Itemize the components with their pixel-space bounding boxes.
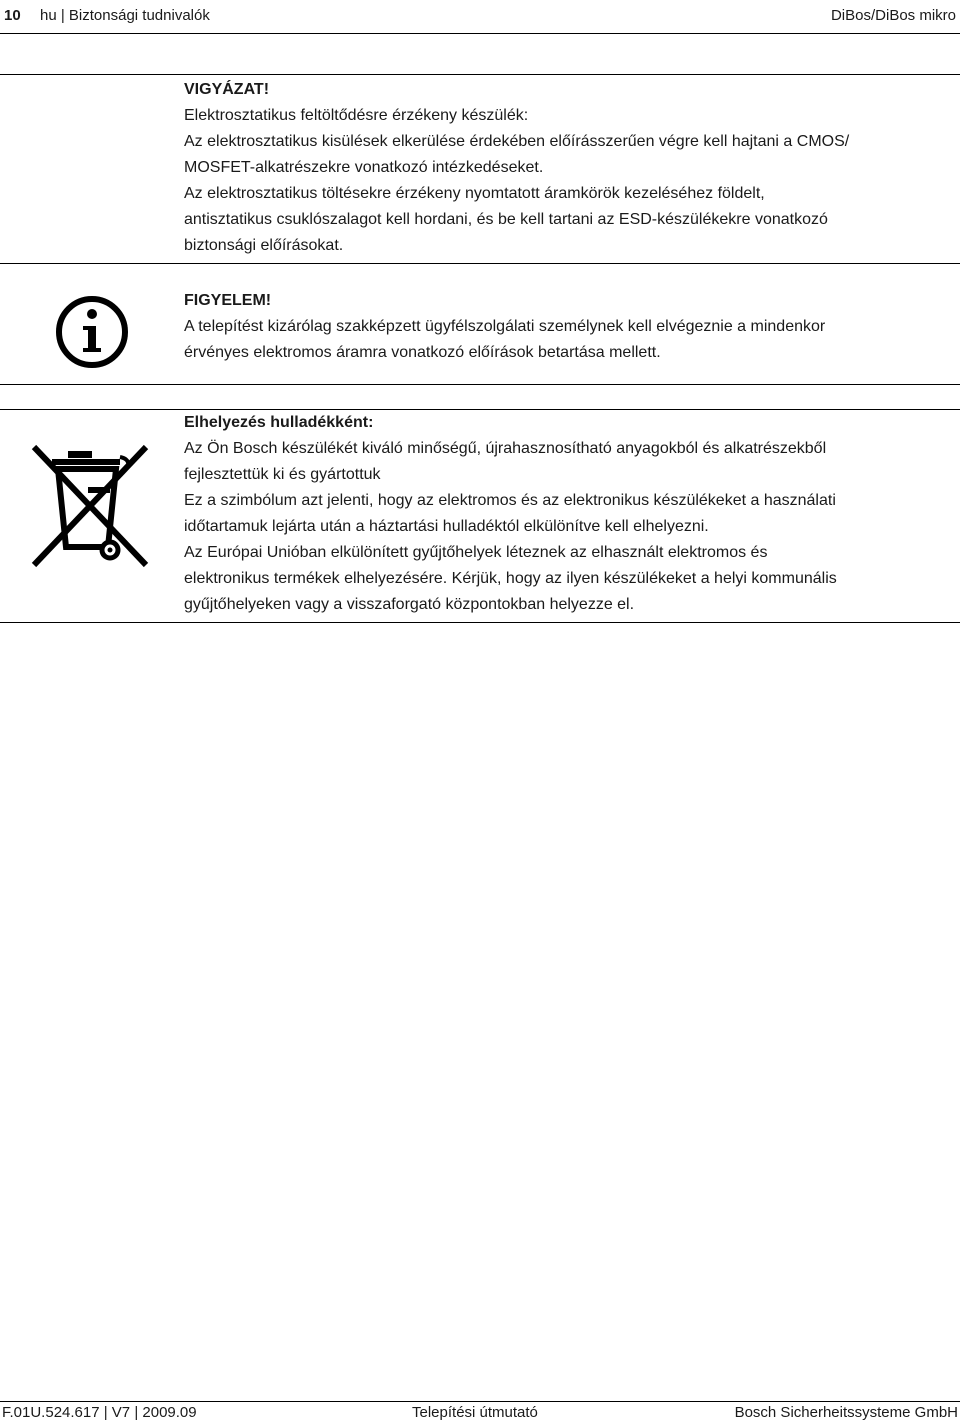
caution-line: Elektrosztatikus feltöltődésre érzékeny készülék: [184,107,529,124]
header-divider [0,33,960,34]
disposal-bottom-rule [0,622,960,623]
disposal-line: Az Európai Unióban elkülönített gyűjtőhelyek léteznek az elhasznált elektromos és [184,544,768,561]
company-name: Bosch Sicherheitssysteme GmbH [734,1404,958,1421]
disposal-notice [184,410,954,618]
caution-bottom-rule [0,263,960,264]
note-title: FIGYELEM! [184,292,272,309]
page-footer [0,1402,960,1423]
note-notice [184,288,954,366]
page-number: 10 [4,7,21,24]
disposal-line: fejlesztettük ki és gyártottuk [184,466,381,483]
disposal-line: Ez a szimbólum azt jelenti, hogy az elektromos és az elektronikus készülékeket a használati [184,492,836,509]
disposal-line: gyűjtőhelyeken vagy a visszaforgató központokban helyezze el. [184,596,635,613]
note-bottom-rule [0,384,960,385]
caution-line: Az elektrosztatikus töltésekre érzékeny nyomtatott áramkörök kezeléséhez földelt, [184,185,765,202]
note-line: érvényes elektromos áramra vonatkozó előírások betartása mellett. [184,344,661,361]
caution-title: VIGYÁZAT! [184,81,270,98]
document-id: F.01U.524.617 | V7 | 2009.09 [2,1404,197,1421]
caution-line: biztonsági előírásokat. [184,237,344,254]
document-type: Telepítési útmutató [412,1404,538,1421]
caution-top-rule [0,74,960,75]
caution-notice [184,77,954,259]
disposal-line: Az Ön Bosch készülékét kiváló minőségű, újrahasznosítható anyagokból és alkatrészekből [184,440,827,457]
crossed-out-bin-icon [30,443,150,574]
note-line: A telepítést kizárólag szakképzett ügyfélszolgálati személynek kell elvégeznie a mindenkor [184,318,826,335]
section-title: hu | Biztonsági tudnivalók [40,7,210,24]
product-name: DiBos/DiBos mikro [830,7,956,24]
caution-line: MOSFET-alkatrészekre vonatkozó intézkedéseket. [184,159,544,176]
disposal-title: Elhelyezés hulladékként: [184,414,374,431]
disposal-line: időtartamuk lejárta után a háztartási hulladéktól elkülönítve kell elhelyezni. [184,518,709,535]
caution-line: Az elektrosztatikus kisülések elkerülése érdekében előírásszerűen végre kell hajtani a CMOS/ [184,133,850,150]
caution-line: antisztatikus csuklószalagot kell hordani, és be kell tartani az ESD-készülékekre vonatkozó [184,211,828,228]
page-header [0,0,960,34]
disposal-line: elektronikus termékek elhelyezésére. Kérjük, hogy az ilyen készülékeket a helyi kommunális [184,570,837,587]
info-icon [55,293,129,376]
